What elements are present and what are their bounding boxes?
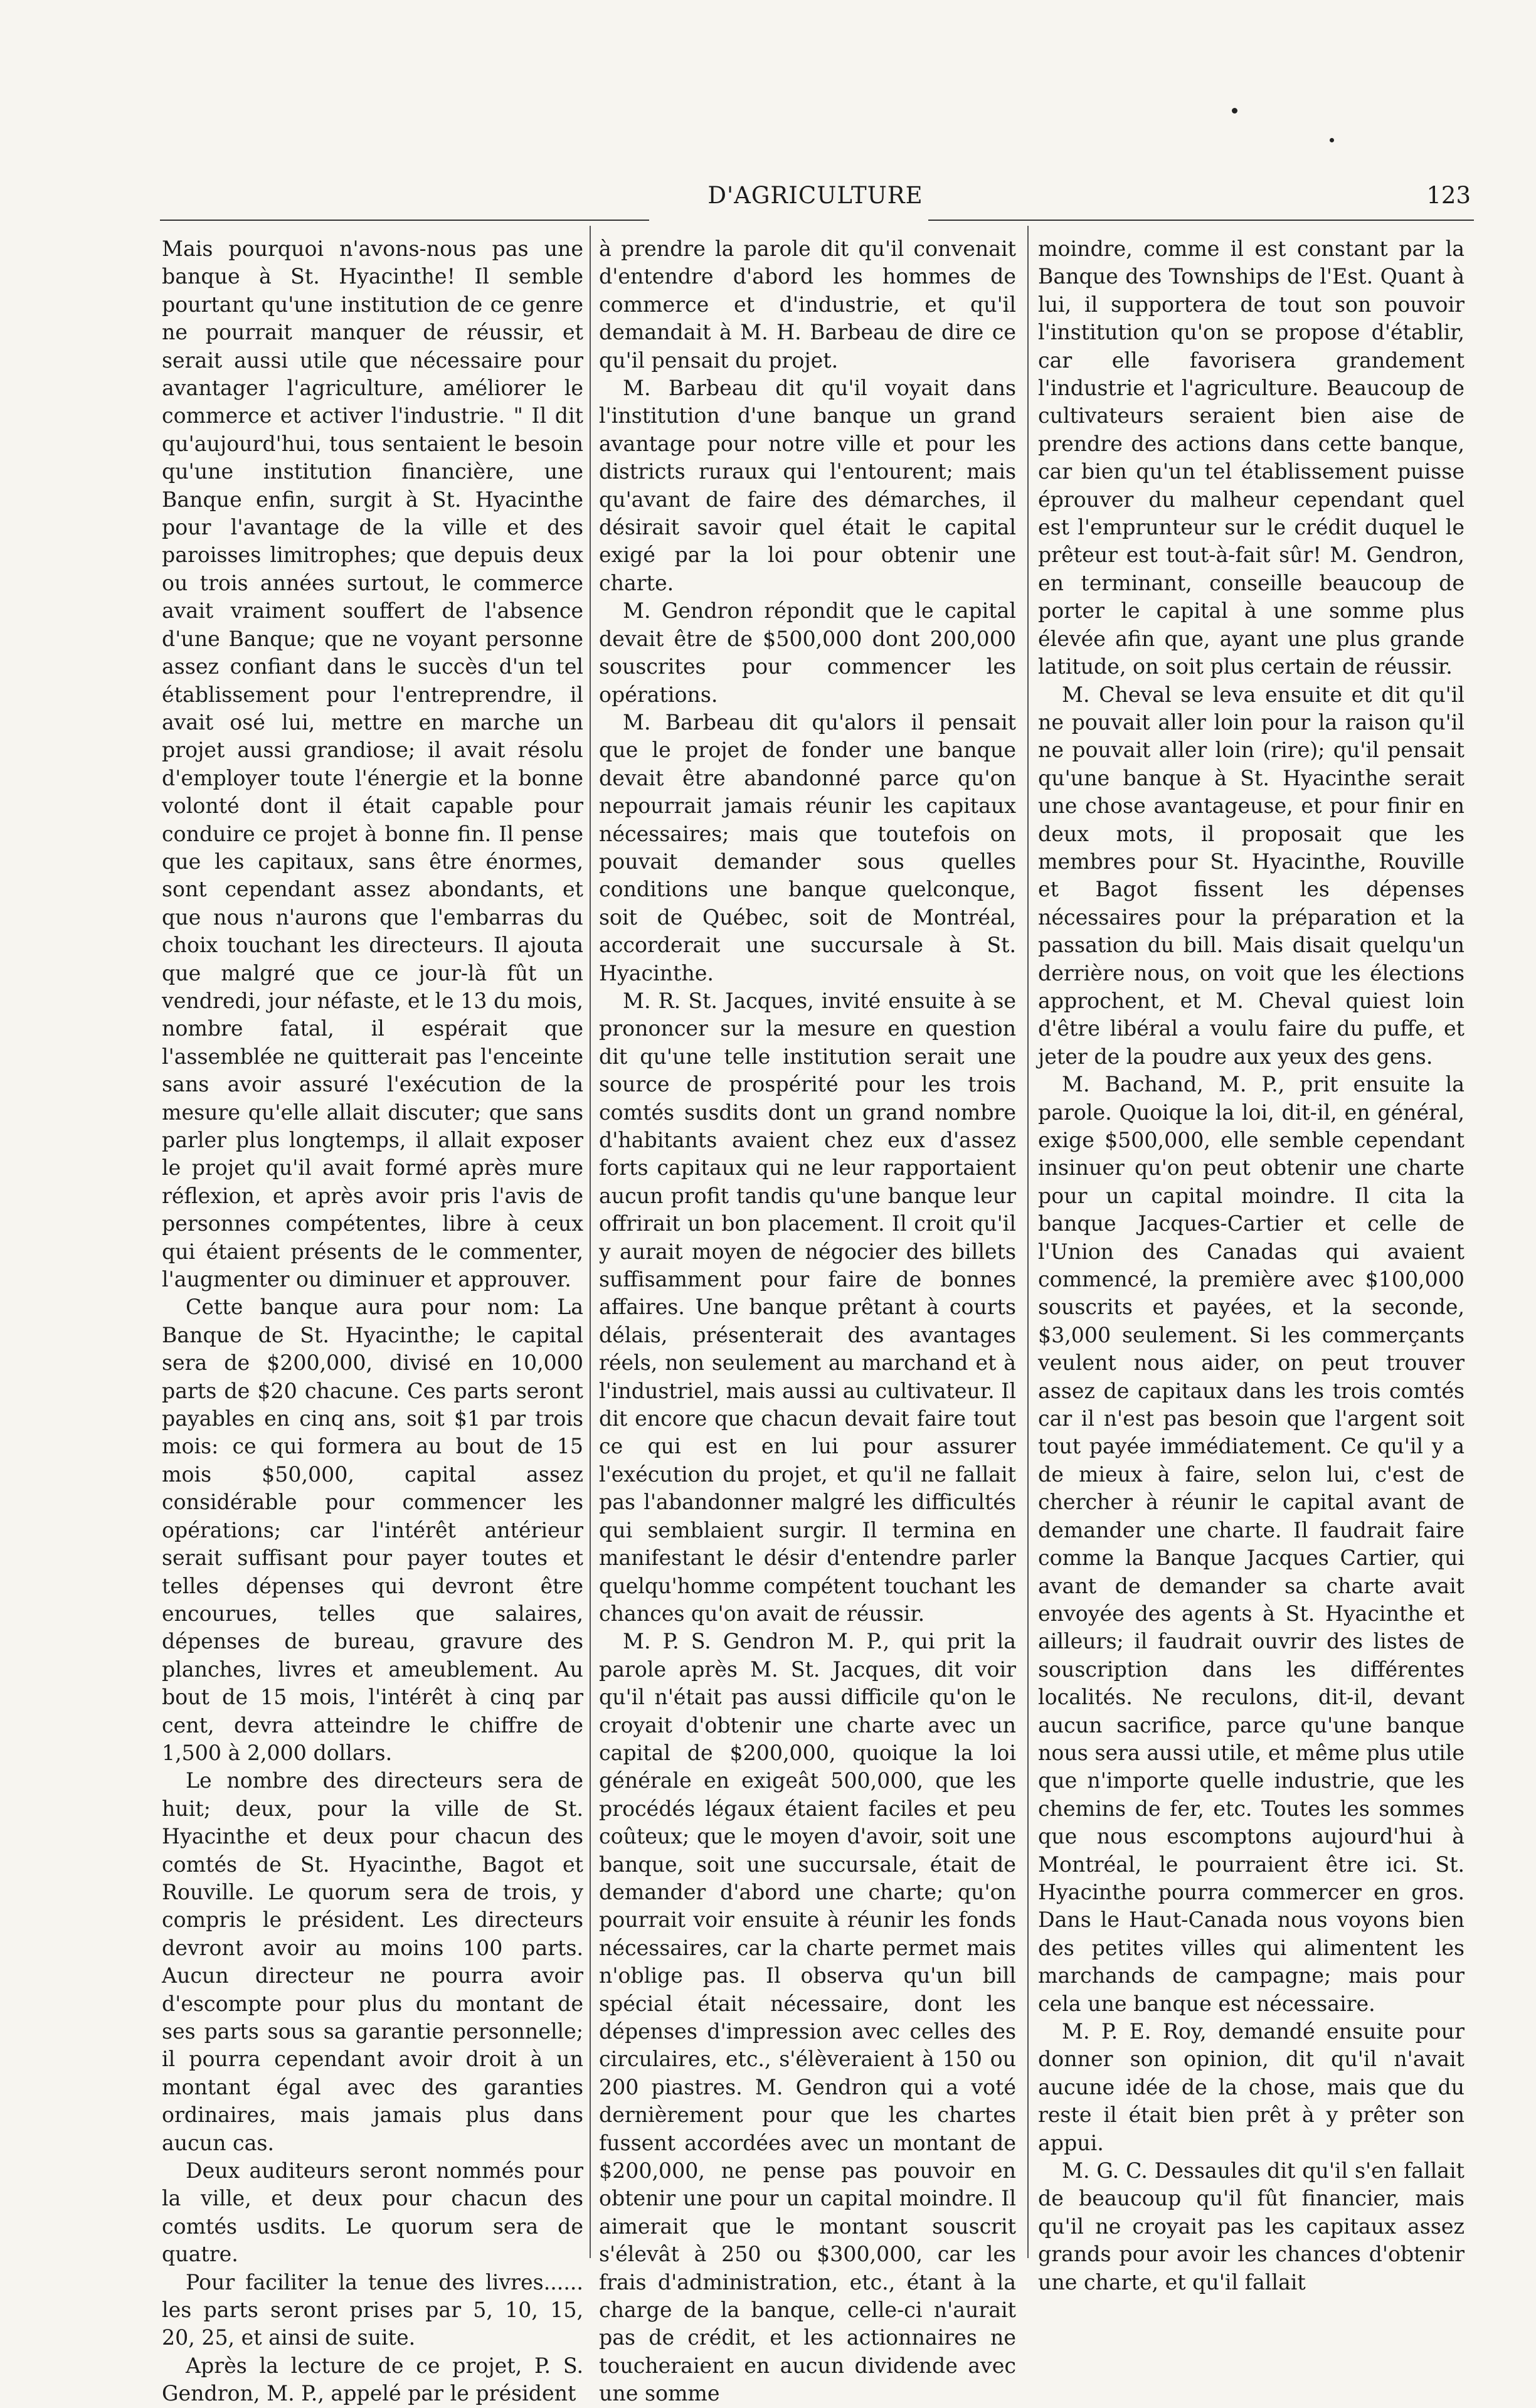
- header-rule-left: [160, 220, 649, 221]
- header-rule-right: [928, 220, 1474, 221]
- ink-speck: [1330, 138, 1334, 142]
- paragraph: Mais pourquoi n'avons-nous pas une banque à St. Hyacinthe! Il semble pourtant qu'une institution de ce genre ne pourrait manquer de réussir, et serait aussi utile que nécessaire pour avantager l'agriculture, améliorer le commerce et activer l'industrie. " Il dit qu'aujourd'hui, tous sentaient le besoin qu'une institution financière, une Banque enfin, surgit à St. Hyacinthe pour l'avantage de la ville et des paroisses limitrophes; que depuis deux ou trois années surtout, le commerce avait vraiment souffert de l'absence d'une Banque; que ne voyant personne assez confiant dans le succès d'un tel établissement pour l'entreprendre, il avait osé lui, mettre en marche un projet aussi grandiose; il avait résolu d'employer toute l'énergie et la bonne volonté dont il était capable pour conduire ce projet à bonne fin. Il pense que les capitaux, sans être énormes, sont cependant assez abondants, et que nous n'aurons que l'embarras du choix touchant les directeurs. Il ajouta que malgré que ce jour-là fût un vendredi, jour néfaste, et le 13 du mois, nombre fatal, il espérait que l'assemblée ne quitterait pas l'enceinte sans avoir assuré l'exécution de la mesure qu'elle allait discuter; que sans parler plus longtemps, il allait exposer le projet qu'il avait formé après mure réflexion, et après avoir pris l'avis de personnes compétentes, libre à ceux qui étaient présents de le commenter, l'augmenter ou diminuer et approuver.: [162, 236, 583, 1292]
- paragraph: M. Cheval se leva ensuite et dit qu'il ne pouvait aller loin pour la raison qu'il ne pouvait aller loin (rire); qu'il pensait qu'une banque à St. Hyacinthe serait une chose avantageuse, et pour finir en deux mots, il proposait que les membres pour St. Hyacinthe, Rouville et Bagot fissent les dépenses nécessaires pour la préparation et la passation du bill. Mais disait quelqu'un derrière nous, on voit que les élections approchent, et M. Cheval quiest loin d'être libéral a voulu faire du puffe, et jeter de la poudre aux yeux des gens.: [1038, 682, 1464, 1069]
- ink-speck: [1232, 108, 1237, 114]
- paragraph: Deux auditeurs seront nommés pour la ville, et deux pour chacun des comtés usdits. Le quorum sera de quatre.: [162, 2158, 583, 2267]
- paragraph: moindre, comme il est constant par la Banque des Townships de l'Est. Quant à lui, il supportera de tout son pouvoir l'institution qu'on se propose d'établir, car elle favorisera grandement l'industrie et l'agriculture. Beaucoup de cultivateurs seraient bien aise de prendre des actions dans cette banque, car bien qu'un tel établissement puisse éprouver du malheur cependant quel est l'emprunteur sur le crédit duquel le prêteur est tout-à-fait sûr! M. Gendron, en terminant, conseille beaucoup de porter le capital à une somme plus élevée afin que, ayant une plus grande latitude, on soit plus certain de réussir.: [1038, 236, 1464, 679]
- paragraph: M. Barbeau dit qu'alors il pensait que le projet de fonder une banque devait être abandonné parce qu'on nepourrait jamais réunir les capitaux nécessaires; mais que toutefois on pouvait demander sous quelles conditions une banque quelconque, soit de Québec, soit de Montréal, accorderait une succursale à St. Hyacinthe.: [599, 709, 1016, 985]
- paragraph: M. Bachand, M. P., prit ensuite la parole. Quoique la loi, dit-il, en général, exige $500,000, elle semble cependant insinuer qu'on peut obtenir une charte pour un capital moindre. Il cita la banque Jacques-Cartier et celle de l'Union des Canadas qui avaient commencé, la première avec $100,000 souscrits et payées, et la seconde, $3,000 seulement. Si les commerçants veulent nous aider, on peut trouver assez de capitaux dans les trois comtés car il n'est pas besoin que l'argent soit tout payée immédiatement. Ce qu'il y a de mieux à faire, selon lui, c'est de chercher à réunir le capital avant de demander une charte. Il faudrait faire comme la Banque Jacques Cartier, qui avant de demander sa charte avait envoyée des agents à St. Hyacinthe et ailleurs; il faudrait ouvrir des listes de souscription dans les différentes localités. Ne reculons, dit-il, devant aucun sacrifice, parce qu'une banque nous sera aussi utile, et même plus utile que n'importe quelle industrie, que les chemins de fer, etc. Toutes les sommes que nous escomptons aujourd'hui à Montréal, le pourraient être ici. St. Hyacinthe pourra commercer en gros. Dans le Haut-Canada nous voyons bien des petites villes qui alimentent les marchands de campagne; mais pour cela une banque est nécessaire.: [1038, 1072, 1464, 2016]
- paragraph: M. P. S. Gendron M. P., qui prit la parole après M. St. Jacques, dit voir qu'il n'était pas aussi difficile qu'on le croyait d'obtenir une charte avec un capital de $200,000, quoique la loi générale en exigeât 500,000, que les procédés légaux étaient faciles et peu coûteux; que le moyen d'avoir, soit une banque, soit une succursale, était de demander d'abord une charte; qu'on pourrait voir ensuite à réunir les fonds nécessaires, car la charte permet mais n'oblige pas. Il observa qu'un bill spécial était nécessaire, dont les dépenses d'impression avec celles des circulaires, etc., s'élèveraient à 150 ou 200 piastres. M. Gendron qui a voté dernièrement pour que les chartes fussent accordées avec un montant de $200,000, ne pense pas pouvoir en obtenir une pour un capital moindre. Il aimerait que le montant souscrit s'élevât à 250 ou $300,000, car les frais d'administration, etc., étant à la charge de la banque, celle-ci n'aurait pas de crédit, et les actionnaires ne toucheraient en aucun dividende avec une somme: [599, 1629, 1016, 2406]
- paragraph: Après la lecture de ce projet, P. S. Gendron, M. P., appelé par le président: [162, 2353, 583, 2406]
- text-column-3: [1038, 235, 1464, 2294]
- page-number: 123: [1426, 182, 1471, 209]
- paragraph: M. P. E. Roy, demandé ensuite pour donner son opinion, dit qu'il n'avait aucune idée de la chose, mais que du reste il était bien prêt à y prêter son appui.: [1038, 2019, 1464, 2155]
- paragraph: à prendre la parole dit qu'il convenait d'entendre d'abord les hommes de commerce et d'industrie, et qu'il demandait à M. H. Barbeau de dire ce qu'il pensait du projet.: [599, 236, 1016, 373]
- paragraph: Cette banque aura pour nom: La Banque de St. Hyacinthe; le capital sera de $200,000, divisé en 10,000 parts de $20 chacune. Ces parts seront payables en cinq ans, soit $1 par trois mois: ce qui formera au bout de 15 mois $50,000, capital assez considérable pour commencer les opérations; car l'intérêt antérieur serait suffisant pour payer toutes et telles dépenses qui devront être encourues, telles que salaires, dépenses de bureau, gravure des planches, livres et ameublement. Au bout de 15 mois, l'intérêt à cinq par cent, devra atteindre le chiffre de 1,500 à 2,000 dollars.: [162, 1295, 583, 1765]
- running-title: D'AGRICULTURE: [707, 182, 923, 209]
- text-column-1: [162, 235, 583, 2406]
- paragraph: Pour faciliter la tenue des livres...... les parts seront prises par 5, 10, 15, 20, 25, et ainsi de suite.: [162, 2269, 583, 2350]
- paragraph: Le nombre des directeurs sera de huit; deux, pour la ville de St. Hyacinthe et deux pour chacun des comtés de St. Hyacinthe, Bagot et Rouville. Le quorum sera de trois, y compris le président. Les directeurs devront avoir au moins 100 parts. Aucun directeur ne pourra avoir d'escompte pour plus du montant de ses parts sous sa garantie personnelle; il pourra cependant avoir droit à un montant égal avec des garanties ordinaires, mais jamais plus dans aucun cas.: [162, 1768, 583, 2155]
- paragraph: M. Barbeau dit qu'il voyait dans l'institution d'une banque un grand avantage pour notre ville et pour les districts ruraux qui l'entourent; mais qu'avant de faire des démarches, il désirait savoir quel était le capital exigé par la loi pour obtenir une charte.: [599, 376, 1016, 595]
- paragraph: M. G. C. Dessaules dit qu'il s'en fallait de beaucoup qu'il fût financier, mais qu'il ne croyait pas les capitaux assez grands pour avoir les chances d'obtenir une charte, et qu'il fallait: [1038, 2158, 1464, 2294]
- text-column-2: [599, 235, 1016, 2406]
- paragraph: M. R. St. Jacques, invité ensuite à se prononcer sur la mesure en question dit qu'une telle institution serait une source de prospérité pour les trois comtés susdits dont un grand nombre d'habitants avaient chez eux d'assez forts capitaux qui ne leur rapportaient aucun profit tandis qu'une banque leur offrirait un bon placement. Il croit qu'il y aurait moyen de négocier des billets suffisamment pour faire de bonnes affaires. Une banque prêtant à courts délais, présenterait des avantages réels, non seulement au marchand et à l'industriel, mais aussi au cultivateur. Il dit encore que chacun devait faire tout ce qui est en lui pour assurer l'exécution du projet, et qu'il ne fallait pas l'abandonner malgré les difficultés qui semblaient surgir. Il termina en manifestant le désir d'entendre parler quelqu'homme compétent touchant les chances qu'on avait de réussir.: [599, 988, 1016, 1626]
- paragraph: M. Gendron répondit que le capital devait être de $500,000 dont 200,000 souscrites pour commencer les opérations.: [599, 598, 1016, 707]
- page-header: [160, 182, 1471, 220]
- column-divider-1: [590, 226, 591, 2258]
- column-divider-2: [1027, 226, 1029, 2258]
